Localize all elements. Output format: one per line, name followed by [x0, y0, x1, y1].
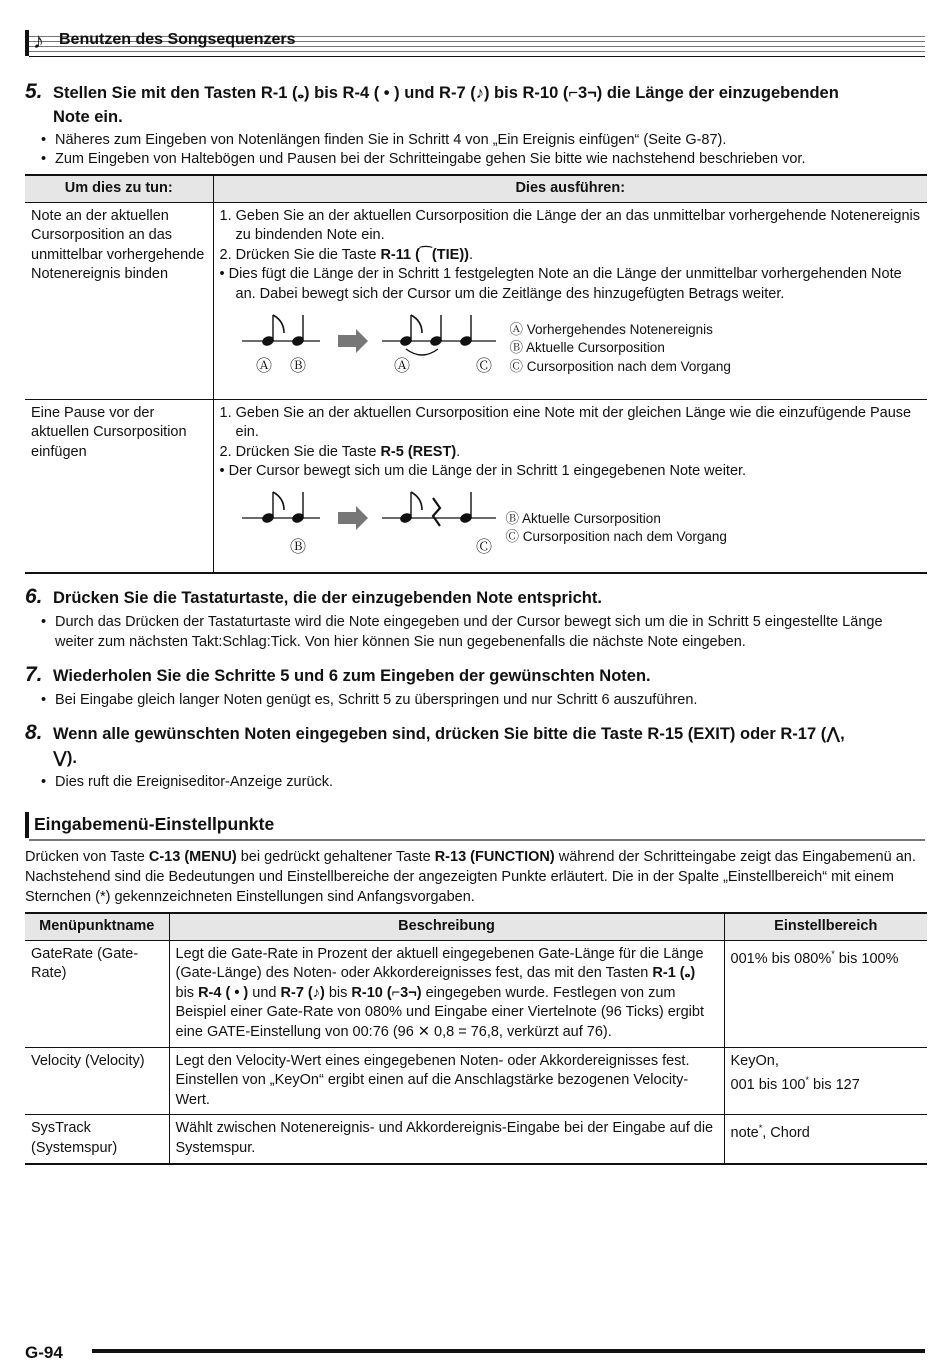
- action-cell: 1. Geben Sie an der aktuellen Cursorposition eine Note mit der gleichen Länge wie die einzufügende Pause ein. 2. Drücken Sie die Taste R-5 (REST). • Der Cursor bewegt sich um die Länge der in Schritt 1 eingegebenen Note weiter. Ⓑ Ⓒ Ⓑ Aktuelle Cursorposition Ⓒ Cursorposition nach dem Vorgang: [213, 399, 927, 573]
- step-7-bullet: • Bei Eingabe gleich langer Noten genügt es, Schritt 5 zu überspringen und nur Schritt 6 auszuführen.: [55, 690, 925, 710]
- col-header-action: Dies ausführen:: [213, 175, 927, 202]
- step-8-bullet: • Dies ruft die Ereigniseditor-Anzeige zurück.: [55, 772, 925, 792]
- step-5: 5. Stellen Sie mit den Tasten R-1 (𝅝) bis R-4 ( • ) und R-7 (♪) bis R-10 (⌐3¬) die Länge der einzugebenden Note ein.: [25, 80, 839, 126]
- name-cell: GateRate (Gate-Rate): [25, 940, 169, 1047]
- col-header-description: Beschreibung: [169, 913, 724, 940]
- col-header-name: Menüpunktname: [25, 913, 169, 940]
- step-6-bullet: • Durch das Drücken der Tastaturtaste wird die Note eingegeben und der Cursor bewegt sich um die in Schritt 5 eingestellte Länge weiter zum nächsten Takt:Schlag:Tick. Von hier können Sie nun gegebenenfalls die nächste Note eingeben.: [55, 612, 925, 652]
- diagram-legend: Ⓑ Aktuelle Cursorposition Ⓒ Cursorposition nach dem Vorgang: [505, 510, 727, 545]
- page-header: [25, 28, 925, 58]
- col-header-task: Um dies zu tun:: [25, 175, 213, 202]
- section-header: [25, 810, 925, 840]
- diagram-legend: Ⓐ Vorhergehendes Notenereignis Ⓑ Aktuelle Cursorposition Ⓒ Cursorposition nach dem Vorgang: [509, 321, 731, 374]
- header-title: Benutzen des Songsequenzers: [59, 31, 296, 48]
- menu-settings-table: [25, 912, 927, 1165]
- name-cell: SysTrack (Systemspur): [25, 1115, 169, 1164]
- label-a: Ⓐ: [255, 355, 272, 375]
- range-cell: 001% bis 080%* bis 100%: [724, 940, 927, 1047]
- label-b: Ⓑ: [289, 536, 306, 556]
- table-row: [25, 399, 927, 573]
- section-title: Eingabemenü-Einstellpunkte: [34, 814, 275, 834]
- name-cell: Velocity (Velocity): [25, 1047, 169, 1115]
- footer-rule: [92, 1349, 925, 1353]
- step-5-bullet-2: • Zum Eingeben von Haltebögen und Pausen bei der Schritteingabe gehen Sie bitte wie nachstehend beschrieben vor.: [55, 149, 925, 169]
- description-cell: Legt die Gate-Rate in Prozent der aktuell eingegebenen Gate-Länge für die Länge (Gate-Länge) des Noten- oder Akkordereignisses fest, das mit den Tasten R-1 (𝅝) bis R-4 ( • ) und R-7 (♪) bis R-10 (⌐3¬) eingegeben wurde. Festlegen von zum Beispiel einer Gate-Rate von 080% und Eingabe einer Viertelnote (96 Ticks) ergibt eine GATE-Einstellung von 00:76 (96 ✕ 0,8 = 76,8, verkürzt auf 76).: [169, 940, 724, 1047]
- section-intro: Drücken von Taste C-13 (MENU) bei gedrückt gehaltener Taste R-13 (FUNCTION) während der Schritteingabe zeigt das Eingabemenü an. Nachstehend sind die Bedeutungen und Einstellbereiche der angezeigten Punkte erläutert. Die in der Spalte „Einstellbereich“ mit einem Sternchen (*) gekennzeichneten Einstellungen sind Anfangsvorgaben.: [25, 849, 916, 905]
- action-cell: 1. Geben Sie an der aktuellen Cursorposition die Länge der an das unmittelbar vorhergehende Notenereignis zu bindenden Note ein. 2. Drücken Sie die Taste R-11 (⁀(TIE)). • Dies fügt die Länge der in Schritt 1 festgelegten Note an die Länge der unmittelbar vorhergehenden Note an. Dabei bewegt sich der Cursor um die Zeitlänge des hinzugefügten Betrags weiter. Ⓐ Ⓑ Ⓐ Ⓒ Ⓐ Vorhergehendes Notenereignis Ⓑ Aktuelle Cursorposition Ⓒ Cursorposition nach dem Vorgang: [213, 202, 927, 399]
- step-7: 7. Wiederholen Sie die Schritte 5 und 6 zum Eingeben der gewünschten Noten.: [25, 663, 651, 686]
- range-cell: note*, Chord: [724, 1115, 927, 1164]
- label-c: Ⓒ: [475, 536, 492, 556]
- table-row: [25, 1047, 927, 1115]
- table-row: [25, 940, 927, 1047]
- task-cell: Eine Pause vor der aktuellen Cursorposition einfügen: [25, 399, 213, 573]
- step-6: 6. Drücken Sie die Tastaturtaste, die der einzugebenden Note entspricht.: [25, 585, 602, 608]
- description-cell: Wählt zwischen Notenereignis- und Akkordereignis-Eingabe bei der Eingabe auf die Systemspur.: [169, 1115, 724, 1164]
- label-b: Ⓑ: [289, 355, 306, 375]
- quarter-rest-icon: [433, 498, 440, 526]
- eighth-note-icon: ♪: [33, 28, 44, 53]
- table-row: [25, 1115, 927, 1164]
- description-cell: Legt den Velocity-Wert eines eingegebenen Noten- oder Akkordereignisses fest. Einstellen von „KeyOn“ ergibt einen auf die Anschlagstärke bezogenen Velocity-Wert.: [169, 1047, 724, 1115]
- table-row: [25, 202, 927, 399]
- tie-diagram: [220, 305, 922, 395]
- col-header-range: Einstellbereich: [724, 913, 927, 940]
- page-number: G-94: [25, 1343, 63, 1362]
- step-5-bullet-1: • Näheres zum Eingeben von Notenlängen finden Sie in Schritt 4 von „Ein Ereignis einfügen“ (Seite G-87).: [55, 130, 925, 150]
- step-8: 8. Wenn alle gewünschten Noten eingegeben sind, drücken Sie bitte die Taste R-15 (EXIT) oder R-17 (⋀, ⋁).: [25, 721, 845, 767]
- procedure-table: [25, 174, 927, 574]
- task-cell: Note an der aktuellen Cursorposition an das unmittelbar vorhergehende Notenereignis binden: [25, 202, 213, 399]
- label-a: Ⓐ: [393, 355, 410, 375]
- range-cell: KeyOn, 001 bis 100* bis 127: [724, 1047, 927, 1115]
- rest-diagram: [220, 482, 922, 568]
- header-bar: [25, 30, 29, 56]
- label-c: Ⓒ: [475, 355, 492, 375]
